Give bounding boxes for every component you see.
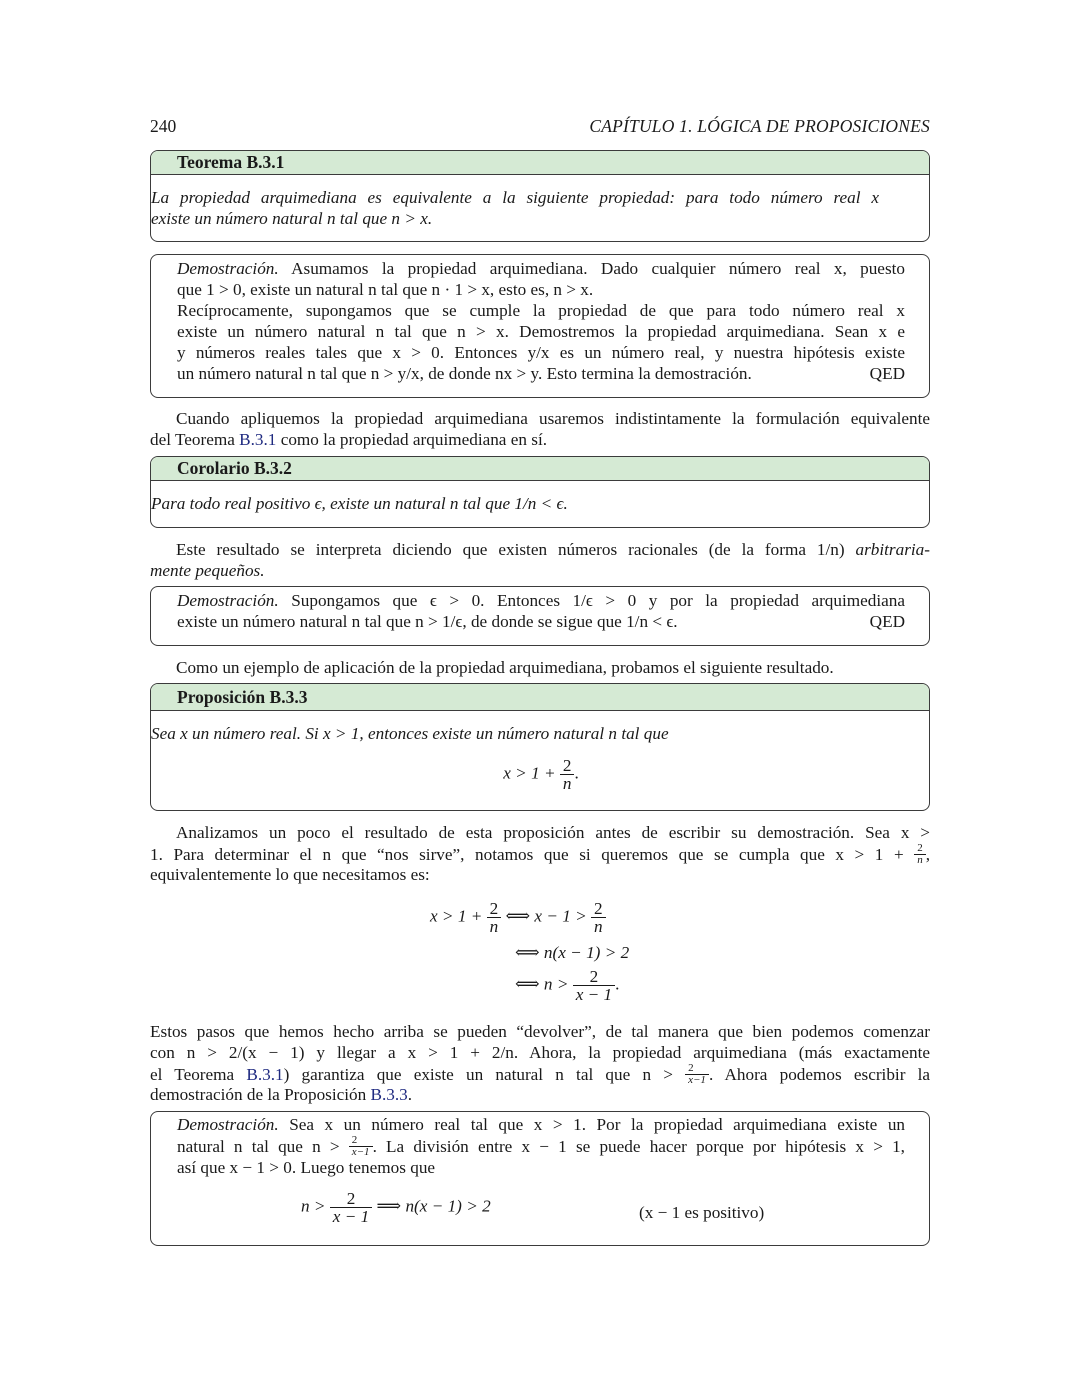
theorem-reference-link[interactable]: B.3.1 [246,1065,284,1084]
theorem-text-line: La propiedad arquimediana es equivalente a la siguiente propiedad: para todo número real x [151,188,879,207]
equation-row: ⟺ n > $\frac{2}{x - 1}$ . [515,967,620,1005]
proof-box [150,1111,930,1246]
theorem-title: Teorema B.3.1 [151,151,929,175]
proof-text-line: Demostración. Asumamos la propiedad arquimediana. Dado cualquier número real x, puesto [177,259,905,278]
theorem-box [150,150,930,242]
fraction: $\frac{2}{n}$ [591,900,606,935]
proposition-equation: x > 1 + $\frac{2}{n}$ . [503,756,579,794]
proposition-text-line: Sea x un número real. Si x > 1, entonces existe un número natural n tal que [151,724,669,743]
paragraph-line: el Teorema B.3.1) garantiza que existe un natural n tal que n > $\frac{2}{x-1}$ . Ahora podemos escribir la [150,1062,931,1086]
equation-annotation: (x − 1 es positivo) [639,1203,765,1222]
proof-label: Demostración. [177,259,279,278]
fraction: $\frac{2}{n}$ [914,843,926,866]
paragraph-line: 1. Para determinar el n que “nos sirve”, notamos que si queremos que se cumpla que x > 1 + $\frac{2}{n}$ , [150,842,930,866]
paragraph [150,822,930,888]
paragraph-line: con n > 2/(x − 1) y llegar a x > 1 + 2/n. Ahora, la propiedad arquimediana (más exactamente [150,1043,930,1062]
paragraph-line: equivalentemente lo que necesitamos es: [150,865,430,884]
proof-text-line: Recíprocamente, supongamos que se cumple la propiedad de que para todo número real x [177,301,905,320]
paragraph [150,1021,930,1107]
corollary-title: Corolario B.3.2 [151,457,929,481]
chapter-title: CAPÍTULO 1. LÓGICA DE PROPOSICIONES [589,116,930,136]
paragraph-line: del Teorema B.3.1 como la propiedad arquimediana en sí. [150,430,548,449]
equation-row: ⟺ n(x − 1) > 2 [515,943,630,962]
fraction: $\frac{2}{n}$ [560,757,575,792]
paragraph [150,539,930,583]
paragraph-line: Este resultado se interpreta diciendo que existen números racionales (de la forma 1/n) arbitraria- [176,540,930,559]
equation-row: x > 1 + $\frac{2}{n}$ ⟺ x − 1 > $\frac{2}{n}$ [430,900,606,935]
fraction: $\frac{2}{x - 1}$ [573,968,615,1003]
corollary-text-line: Para todo real positivo ϵ, existe un natural n tal que 1/n < ϵ. [151,494,568,513]
proof-box [150,586,930,646]
proof-equation: n > $\frac{2}{x - 1}$ ⟹ n(x − 1) > 2 [301,1189,491,1227]
proof-text-line: Demostración. Sea x un número real tal que x > 1. Por la propiedad arquimediana existe un [177,1115,905,1134]
paragraph-line: Estos pasos que hemos hecho arriba se pueden “devolver”, de tal manera que bien podemos comenzar [150,1022,930,1041]
proof-text-line: y números reales tales que x > 0. Entonces y/x es un número real, y nuestra hipótesis existe [177,343,905,362]
corollary-box [150,456,930,528]
fraction: $\frac{2}{x-1}$ [349,1135,373,1158]
proof-text-line: existe un número natural n tal que n > x. Demostremos la propiedad arquimediana. Sean x e [177,322,905,341]
proposition-title: Proposición B.3.3 [151,684,929,711]
page-number: 240 [150,116,177,136]
proof-label: Demostración. [177,591,279,610]
proof-text-line: existe un número natural n tal que n > 1/ϵ, de donde se sigue que 1/n < ϵ. [177,612,678,631]
proposition-box [150,683,930,811]
fraction: $\frac{2}{x-1}$ [685,1063,709,1086]
proof-text-line: que 1 > 0, existe un natural n tal que n · 1 > x, esto es, n > x. [177,280,594,299]
paragraph-line: mente pequeños. [150,561,265,580]
proof-text-line: un número natural n tal que n > y/x, de donde nx > y. Esto termina la demostración. [177,364,752,383]
qed-mark: QED [869,364,905,383]
paragraph-line: Como un ejemplo de aplicación de la propiedad arquimediana, probamos el siguiente resultado. [176,658,834,677]
proposition-reference-link[interactable]: B.3.3 [370,1085,408,1104]
running-header [150,116,930,140]
proof-text-line: así que x − 1 > 0. Luego tenemos que [177,1158,436,1177]
paragraph [150,408,930,452]
paragraph-line: Analizamos un poco el resultado de esta proposición antes de escribir su demostración. Sea x > [176,823,930,842]
theorem-reference-link[interactable]: B.3.1 [239,430,277,449]
fraction: $\frac{2}{n}$ [487,900,502,935]
theorem-text-line: existe un número natural n tal que n > x. [151,209,433,228]
fraction: $\frac{2}{x - 1}$ [330,1190,372,1225]
derivation-equations [150,898,930,1010]
qed-mark: QED [869,612,905,631]
paragraph [150,657,930,679]
paragraph-line: demostración de la Proposición B.3.3. [150,1085,413,1104]
proof-text-line: Demostración. Supongamos que ϵ > 0. Entonces 1/ϵ > 0 y por la propiedad arquimediana [177,591,905,610]
proof-box [150,254,930,398]
proof-label: Demostración. [177,1115,279,1134]
paragraph-line: Cuando apliquemos la propiedad arquimediana usaremos indistintamente la formulación equivalente [176,409,930,428]
proof-text-line: natural n tal que n > $\frac{2}{x-1}$ . La división entre x − 1 se puede hacer porque por hipótesis x > 1, [177,1134,905,1158]
